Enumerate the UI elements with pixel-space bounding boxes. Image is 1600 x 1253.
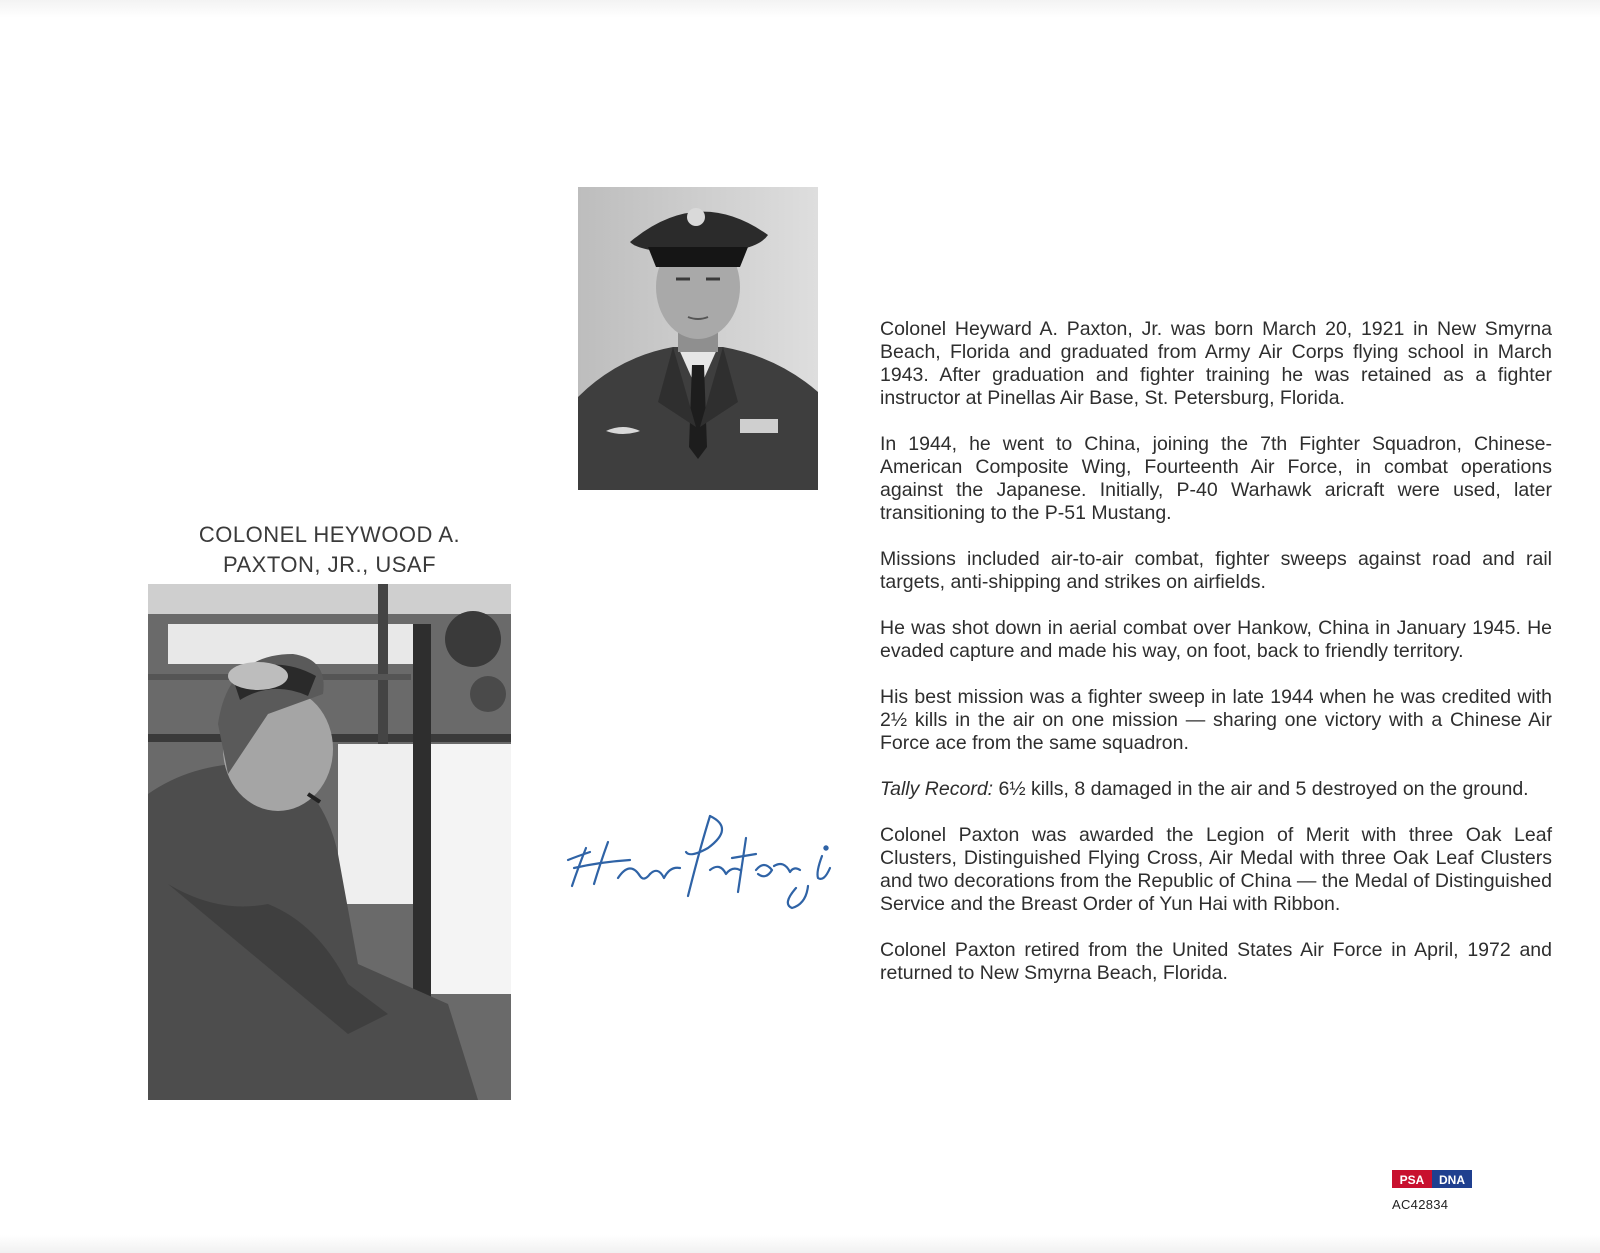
psa-dna-logo [1392,1170,1472,1188]
bio-paragraph-tally [880,778,1552,801]
bio-paragraph-missions: Missions included air-to-air combat, fighter sweeps against road and rail targets, anti-shipping and strikes on airfields. [880,548,1552,593]
certification-number: AC42834 [1392,1197,1449,1212]
bio-paragraph-shot-down: He was shot down in aerial combat over Hankow, China in January 1945. He evaded capture and made his way, on foot, back to friendly territory. [880,617,1552,662]
bio-paragraph-retirement: Colonel Paxton retired from the United States Air Force in April, 1972 and returned to New Smyrna Beach, Florida. [880,939,1552,984]
bio-paragraph-awards: Colonel Paxton was awarded the Legion of Merit with three Oak Leaf Clusters, Distinguished Flying Cross, Air Medal with three Oak Leaf Clusters and two decorations from the Republic of China — the Medal of Distinguished Service and the Breast Order of Yun Hai with Ribbon. [880,824,1552,915]
svg-text:DNA: DNA [1439,1173,1465,1187]
bio-paragraph-china: In 1944, he went to China, joining the 7th Fighter Squadron, Chinese-American Composite Wing, Fourteenth Air Force, in combat operations against the Japanese. Initially, P-40 Warhawk aricraft were used, later transitioning to the P-51 Mustang. [880,433,1552,524]
portrait-photo [578,187,818,490]
signature [560,808,850,918]
name-caption [148,520,511,580]
bio-paragraph-best-mission: His best mission was a fighter sweep in late 1944 when he was credited with 2½ kills in the air on one mission — sharing one victory with a Chinese Air Force ace from the same squadron. [880,686,1552,754]
caption-line-2: PAXTON, JR., USAF [222,552,437,577]
biography [880,318,1552,1008]
bio-paragraph-birth: Colonel Heyward A. Paxton, Jr. was born March 20, 1921 in New Smyrna Beach, Florida and graduated from Army Air Corps flying school in March 1943. After graduation and fighter training he was retained as a fighter instructor at Pinellas Air Base, St. Petersburg, Florida. [880,318,1552,409]
caption-line-1: COLONEL HEYWOOD A. [198,522,461,547]
cockpit-photo [148,584,511,1100]
svg-text:PSA: PSA [1399,1173,1425,1187]
tally-label: Tally Record: [880,778,994,800]
tally-text: 6½ kills, 8 damaged in the air and 5 destroyed on the ground. [993,778,1529,800]
